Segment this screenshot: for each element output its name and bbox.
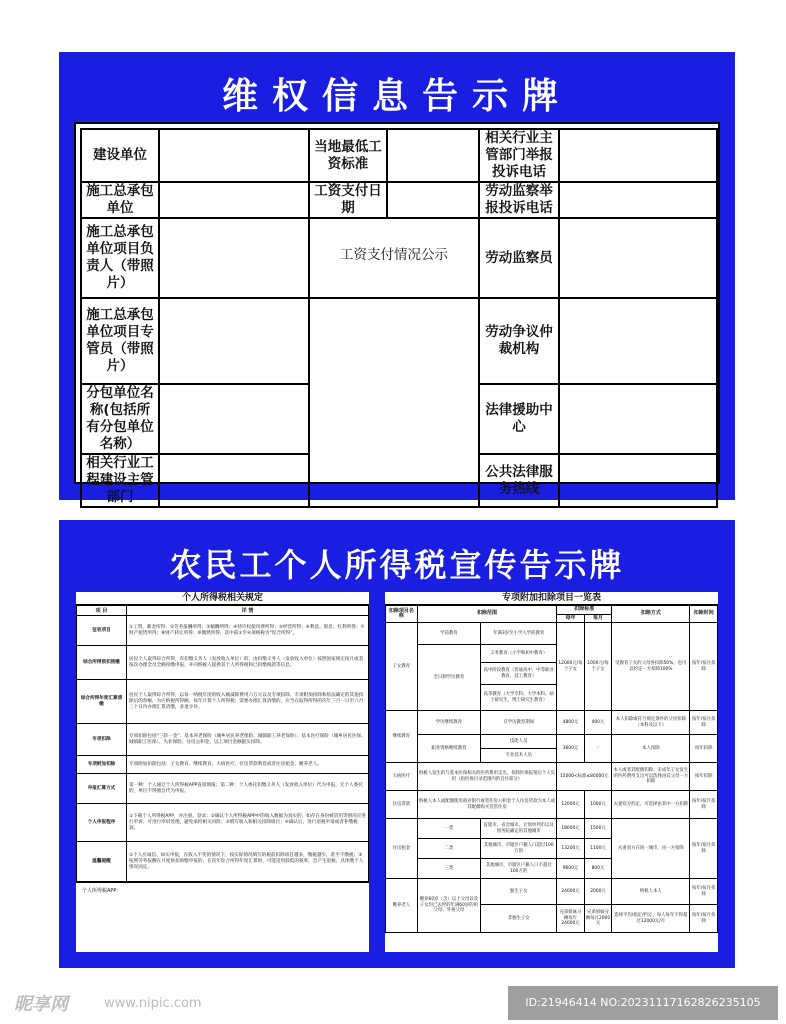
- medical-scope: 纳税人发生的与基本医保相关的医药费用支出，扣除医保报销后个人负担（指医保目录范围内的自付部分）: [417, 763, 557, 791]
- watermark-url: www.nipic.com: [104, 996, 202, 1011]
- label-construction-unit: 建设单位: [81, 129, 159, 182]
- child-edu-highschool: 高中阶段教育（普通高中、中等职业教育、技工教育）: [481, 663, 557, 685]
- label-pay-date: 工资支付日期: [309, 182, 387, 218]
- continuing-edu-vocational: 职业资格继续教育: [417, 735, 480, 763]
- value-labor-inspector: [559, 218, 717, 298]
- continuing-edu-skilled: 技能人员: [481, 735, 557, 749]
- tax-rule-detail: 专项附加扣除包括：子女教育、继续教育、大病医疗、住房贷款利息或者住房租金、赡养老人。: [127, 756, 369, 774]
- mortgage-time: 按年/按月扣除: [690, 791, 718, 819]
- tax-rule-row: [77, 842, 369, 882]
- continuing-edu-degree-scope: 在学历教育期间: [481, 711, 557, 735]
- continuing-edu-time: 按年/按月扣除: [690, 711, 718, 735]
- rent-tier1-scope: 直辖市、省会城市、计划单列市以及国务院确定的其他城市: [481, 819, 557, 839]
- label-legal-hotline: 公共法律服务热线: [479, 454, 559, 507]
- tax-rule-item: 综合所得预扣预缴: [77, 646, 127, 680]
- tax-rule-item: 个人申报程序: [77, 804, 127, 842]
- tax-rules-title: 个人所得税相关规定: [76, 592, 369, 605]
- tax-rule-item: 温馨提醒: [77, 842, 127, 882]
- value-project-specialist: [159, 298, 309, 384]
- header-time: 扣除时间: [690, 606, 718, 623]
- rights-info-table: [80, 128, 718, 508]
- child-edu-year: 12000元/每个子女: [557, 623, 584, 711]
- continuing-edu-professional: 专业技术人员: [481, 749, 557, 763]
- rent-tier3-year: 9600元: [557, 859, 584, 879]
- header-name: 扣除项目名称: [386, 606, 418, 623]
- header-month: 每月: [584, 614, 612, 623]
- value-legal-aid: [559, 384, 717, 454]
- value-subcontractors: [159, 384, 309, 454]
- label-legal-aid: 法律援助中心: [479, 384, 559, 454]
- elderly-only-method: 纳税人本人: [612, 879, 690, 905]
- child-edu-time: 按年/按月扣除: [690, 623, 718, 711]
- rent-tier3-scope: 其他城市，市辖区户籍人口不超过100万的: [481, 859, 557, 879]
- tax-rule-row: [77, 724, 369, 756]
- tax-rule-detail: ①工资、薪金所得；②劳务报酬所得；③稿酬所得；④特许权使用费所得；⑤经营所得；⑥利息、股息、红利所得；⑦财产租赁所得；⑧财产转让所得；⑨偶然所得，其中前①至④项统称为“综合所得”。: [127, 616, 369, 646]
- label-labor-inspector: 劳动监察员: [479, 218, 559, 298]
- child-edu-fulltime: 全日制学历教育: [417, 645, 480, 711]
- rent-tier3: 三类: [417, 859, 480, 879]
- value-construction-unit: [159, 129, 309, 182]
- tax-rule-item: 申报汇算方式: [77, 774, 127, 804]
- label-construction-authority: 相关行业工程建设主管部门: [81, 454, 159, 507]
- child-edu-month: 1000元/每个子女: [584, 623, 612, 711]
- row-elderly-name: 赡养老人: [386, 879, 418, 933]
- value-general-contractor: [159, 182, 309, 218]
- vocational-time: 按年扣除: [690, 735, 718, 763]
- row-rent-name: 住房租金: [386, 819, 418, 879]
- child-edu-preschool-scope: 年满3岁至小学入学前教育: [481, 623, 557, 645]
- vocational-year: 3600元: [557, 735, 584, 763]
- label-min-wage: 当地最低工资标准: [309, 129, 387, 182]
- tax-rule-row: [77, 646, 369, 680]
- tax-rule-row: [77, 616, 369, 646]
- tax-rule-detail: 居民个人取得综合所得，有扣缴义务人（发放收入单位）的，由扣缴义务人（发放收入单位）按照国家规定按月或者按次办理全员全额扣缴申报，并向纳税人提供其个人所得税和已扣缴税款等信息。: [127, 646, 369, 680]
- header-detail: 详 情: [127, 606, 369, 616]
- mortgage-scope: 纳税人本人或配偶使用商业银行或者住房公积金个人住房贷款为本人或其配偶购买首套住房: [417, 791, 557, 819]
- value-min-wage: [387, 129, 479, 182]
- elderly-non-only-time: 按年/按月扣除: [690, 905, 718, 933]
- vocational-month: -: [584, 735, 612, 763]
- value-wage-disclosure: [309, 298, 479, 507]
- value-labor-hotline: [559, 182, 717, 218]
- label-general-contractor: 施工总承包单位: [81, 182, 159, 218]
- child-edu-compulsory: 义务教育（小学和初中教育）: [481, 645, 557, 663]
- tax-app-footer: 个人所得税APP：: [76, 882, 369, 924]
- rent-method: 夫妻双方在同一城市，由一方扣除: [612, 819, 690, 879]
- tax-rule-detail: 居民个人取得综合所得，以每一纳税年度的收入额减除费用六万元以及专项扣除、专项附加扣除和依法确定的其他扣除后的余额，为应纳税所得额，按年计算个人所得税；需要办理汇算清缴的，应当在取得所得的次年三月一日至六月三十日内办理汇算清缴，多退少补。: [127, 680, 369, 724]
- watermark-id: ID:21946414 NO:20231117162826235105: [508, 986, 778, 1020]
- value-project-manager: [159, 218, 309, 298]
- rent-tier2: 二类: [417, 839, 480, 859]
- header-standard: 扣除标准: [557, 606, 612, 615]
- elderly-only-month: 2000元: [584, 879, 612, 905]
- continuing-edu-degree: 学历继续教育: [417, 711, 480, 735]
- tax-rule-detail: ①个人应诚信、如实申报，在收入不变的情况下，按实际情况填写的税前扣除项目越多，缴税越少，甚至不缴税；②按照劳务报酬在月度预扣预缴申报的，在次年综合所得年度汇算时，可能适用较低的税率，会产生退税，具体缴个人情况而定。: [127, 842, 369, 882]
- rent-time: 按年/按月扣除: [690, 819, 718, 879]
- child-edu-higher: 高等教育（大学专科、大学本科、硕士研究生、博士研究生教育）: [481, 685, 557, 711]
- elderly-non-only-method: 选择平均/指定/约定，每人每年不得超过12000元/月: [612, 905, 690, 933]
- label-project-specialist: 施工总承包单位项目专管员（带照片）: [81, 298, 159, 384]
- row-continuing-edu-name: 继续教育: [386, 711, 418, 763]
- mortgage-month: 1000元: [584, 791, 612, 819]
- tax-rule-item: 征收项目: [77, 616, 127, 646]
- rights-info-board: [59, 52, 735, 505]
- elderly-non-only-year: 兄弟姐妹分摊每年24000元: [557, 905, 584, 933]
- special-deduction-table: [385, 605, 718, 933]
- tax-rule-detail: ①下载个人所得税APP，并注册、登录；②确认个人所得税APP中的收入数据为真实的，如存在身份被冒用等情况应进行申诉；可进行申诉处理，避免承担相关风险；③填写收入和相关扣除项目；④确认后，进行退税申请或者补缴税款。: [127, 804, 369, 842]
- label-project-manager: 施工总承包单位项目负责人（带照片）: [81, 218, 159, 298]
- rent-tier3-month: 800元: [584, 859, 612, 879]
- label-arbitration: 劳动争议仲裁机构: [479, 298, 559, 384]
- board2-title: 农民工个人所得税宣传告示牌: [169, 546, 625, 584]
- watermark-logo: 昵享网: [14, 994, 68, 1015]
- tax-rule-row: [77, 680, 369, 724]
- label-wage-disclosure: 工资支付情况公示: [309, 218, 479, 298]
- tax-rule-item: 专项扣除: [77, 724, 127, 756]
- elderly-non-only-child: 非独生子女: [481, 905, 557, 933]
- elderly-only-year: 24000元: [557, 879, 584, 905]
- header-item: 项 目: [77, 606, 127, 616]
- vocational-method: 本人扣除: [612, 735, 690, 763]
- tax-rule-row: [77, 774, 369, 804]
- value-construction-authority: [159, 454, 309, 507]
- tax-rule-item: 综合所得年度汇算清缴: [77, 680, 127, 724]
- rent-tier1: 一类: [417, 819, 480, 839]
- mortgage-year: 12000元: [557, 791, 584, 819]
- header-method: 扣除方式: [612, 606, 690, 623]
- tax-rules-table: [76, 605, 369, 882]
- header-year: 每年: [557, 614, 584, 623]
- child-edu-method: 受教育子女的父母各扣除50%，也可以约定一方扣除100%: [612, 623, 690, 711]
- tax-rule-row: [77, 756, 369, 774]
- continuing-edu-method: 本人扣除或符合规定条件的父母扣除（本科及以下）: [612, 711, 690, 735]
- elderly-scope: 赡养60岁（含）以上父母以及子女均已去世的年满60岁的祖父母、外祖父母: [417, 879, 480, 933]
- special-deduction-panel: [385, 592, 718, 952]
- tax-rule-detail: 第一种：个人通过个人所得税APP直接填报；第二种：个人委托扣缴义务人（发放收入单位）代为申报，无个人委托的，单位不得擅自代为申报。: [127, 774, 369, 804]
- label-subcontractors: 分包单位名称(包括所有分包单位名称）: [81, 384, 159, 454]
- rights-info-panel: [74, 122, 720, 505]
- value-industry-hotline: [559, 129, 717, 182]
- row-medical-name: 大病医疗: [386, 763, 418, 791]
- board1-title: 维权信息告示牌: [221, 76, 572, 117]
- special-deduction-title: 专项附加扣除项目一览表: [385, 592, 718, 605]
- tax-rule-row: [77, 804, 369, 842]
- value-pay-date: [387, 182, 479, 218]
- header-scope: 扣除范围: [417, 606, 557, 623]
- continuing-edu-year: 4800元: [557, 711, 584, 735]
- label-labor-hotline: 劳动监察举报投诉电话: [479, 182, 559, 218]
- medical-time: 按年扣除: [690, 763, 718, 791]
- rent-tier1-month: 1500元: [584, 819, 612, 839]
- medical-standard: 15000<标准≤80000元: [557, 763, 612, 791]
- elderly-non-only-month: 兄弟姐妹分摊每月2000元: [584, 905, 612, 933]
- continuing-edu-month: 400元: [584, 711, 612, 735]
- medical-method: 本人或者其配偶扣除；未成年子女发生的医药费用支出可以选择由其父母一方扣除: [612, 763, 690, 791]
- label-industry-hotline: 相关行业主管部门举报投诉电话: [479, 129, 559, 182]
- income-tax-board: [59, 520, 735, 968]
- elderly-only-child: 独生子女: [481, 879, 557, 905]
- rent-tier2-year: 13200元: [557, 839, 584, 859]
- tax-rule-detail: 专项扣除包括“三险一金”：基本养老保险（城乡居民养老保险、城镇职工养老保险）、基本医疗保险（城乡居民医保、城镇职工医保）、失业保险、住房公积金，以上项目金额据实扣除。: [127, 724, 369, 756]
- tax-rule-item: 专项附加扣除: [77, 756, 127, 774]
- value-arbitration: [559, 298, 717, 384]
- mortgage-method: 夫妻双方约定，可选择由其中一方扣除: [612, 791, 690, 819]
- row-mortgage-name: 住房贷款: [386, 791, 418, 819]
- row-child-edu-name: 子女教育: [386, 623, 418, 711]
- rent-tier2-month: 1100元: [584, 839, 612, 859]
- elderly-only-time: 按年/按月扣除: [690, 879, 718, 905]
- tax-rules-panel: [76, 592, 369, 952]
- rent-tier2-scope: 其他城市，市辖区户籍人口超过100万的: [481, 839, 557, 859]
- child-edu-preschool: 学前教育: [417, 623, 480, 645]
- rent-tier1-year: 18000元: [557, 819, 584, 839]
- value-legal-hotline: [559, 454, 717, 507]
